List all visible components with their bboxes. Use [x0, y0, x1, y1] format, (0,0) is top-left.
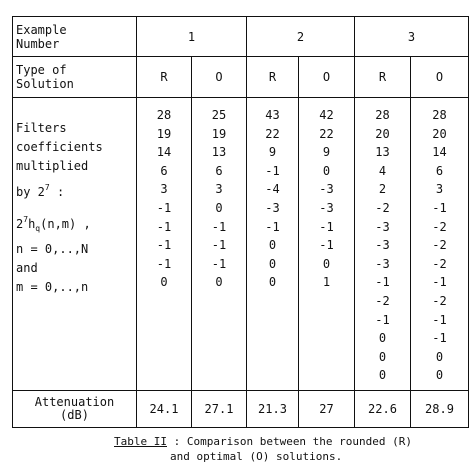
solution-type-cell: O: [299, 57, 355, 98]
coef-col-2R: [247, 98, 299, 391]
coefficient-value: -4: [265, 182, 280, 197]
coefficient-value: 28: [156, 108, 172, 122]
coef-col-1R: [137, 98, 192, 391]
coefficient-value: -1: [432, 331, 447, 346]
coefficient-value: 2: [378, 182, 387, 197]
solution-label-line2: Solution: [16, 77, 74, 91]
table-caption: [114, 434, 412, 464]
attenuation-label-line2: (dB): [60, 408, 89, 422]
attenuation-value: 27.1: [192, 391, 247, 428]
coefficient-value: -3: [319, 182, 334, 197]
coefficient-value: 19: [156, 126, 172, 141]
desc-line5-h: h: [28, 217, 36, 231]
attenuation-label-line1: Attenuation: [34, 395, 115, 409]
coefficient-value: -1: [156, 219, 172, 234]
coefficient-value: -1: [375, 275, 390, 290]
desc-line6: n = 0,..,N: [16, 242, 89, 256]
solution-label-line1: Type of: [16, 63, 67, 77]
attenuation-value: 22.6: [355, 391, 411, 428]
desc-line5: [16, 208, 136, 240]
coefficient-value: -1: [319, 219, 334, 234]
coefficient-value: 22: [265, 126, 280, 141]
coefficient-value: -3: [375, 238, 390, 253]
coefficient-value: 0: [322, 256, 331, 271]
coefficient-value: -1: [211, 238, 227, 253]
coefficient-value: 42: [319, 108, 334, 122]
example-label-line2: Number: [16, 36, 60, 51]
desc-line4-exponent: 7: [44, 183, 50, 192]
coefficient-value: 0: [378, 331, 387, 346]
example-2-header: 2: [247, 17, 355, 57]
coefficients-description: [13, 98, 137, 391]
example-label-line1: Example: [16, 22, 67, 37]
caption-text-2: and optimal (O) solutions.: [170, 450, 343, 463]
coefficient-value: 4: [378, 163, 387, 178]
example-number-row: [13, 17, 469, 57]
coefficient-value: 0: [378, 349, 387, 364]
coefficient-value: -1: [156, 200, 172, 215]
coefficient-value: 43: [265, 108, 280, 122]
coefficient-value: 13: [375, 145, 390, 160]
coefficient-value: 14: [432, 145, 447, 160]
solution-type-cell: O: [192, 57, 247, 98]
coefficient-value: 0: [322, 163, 331, 178]
example-3-header: 3: [355, 17, 469, 57]
coefficient-value: 14: [156, 145, 172, 160]
coefficient-value: -1: [156, 256, 172, 271]
coefficient-value: 0: [268, 256, 277, 271]
coefficient-value: 28: [432, 108, 447, 122]
coefficient-value: -1: [265, 219, 280, 234]
coef-col-3R: [355, 98, 411, 391]
coefficient-value: 0: [435, 349, 444, 364]
coefficient-value: -1: [211, 219, 227, 234]
coefficients-row: [13, 98, 469, 391]
desc-line3: multiplied: [16, 159, 89, 173]
coefficient-value: -1: [375, 312, 390, 327]
desc-line5-subscript: q: [35, 224, 41, 233]
caption-line1: [114, 434, 412, 449]
desc-line5-base: 2: [16, 217, 24, 231]
coefficient-value: 19: [211, 126, 227, 141]
coef-col-3O: [411, 98, 469, 391]
example-number-label: [13, 17, 137, 57]
coefficient-value: 25: [211, 108, 227, 122]
solution-type-cell: R: [247, 57, 299, 98]
caption-text-1: : Comparison between the rounded (R): [166, 435, 413, 448]
attenuation-value: 24.1: [137, 391, 192, 428]
coef-col-1O: [192, 98, 247, 391]
coefficient-value: 6: [215, 163, 223, 178]
coef-col-2O: [299, 98, 355, 391]
attenuation-label: [13, 391, 137, 428]
coefficient-value: -1: [432, 200, 447, 215]
coefficient-value: 13: [211, 145, 227, 160]
attenuation-row: [13, 391, 469, 428]
attenuation-value: 21.3: [247, 391, 299, 428]
coefficient-value: -3: [375, 219, 390, 234]
solution-type-row: [13, 57, 469, 98]
coefficient-value: 22: [319, 126, 334, 141]
desc-line8: m = 0,..,n: [16, 280, 89, 294]
coefficient-value: 0: [268, 275, 277, 290]
coefficient-value: 20: [432, 126, 447, 141]
desc-line2: coefficients: [16, 140, 103, 154]
coefficient-value: -3: [319, 200, 334, 215]
coefficient-value: 3: [435, 182, 444, 197]
solution-type-cell: R: [355, 57, 411, 98]
coefficient-value: 0: [268, 238, 277, 253]
coefficient-value: 3: [215, 182, 223, 197]
coefficient-value: -3: [265, 200, 280, 215]
desc-line5-args: (n,m) ,: [40, 217, 91, 231]
coefficient-value: -1: [211, 256, 227, 271]
coefficient-value: 6: [160, 163, 168, 178]
coefficient-value: -2: [432, 238, 447, 253]
solution-type-cell: R: [137, 57, 192, 98]
coefficient-value: 0: [378, 368, 387, 383]
solution-type-label: [13, 57, 137, 98]
coefficient-value: -2: [432, 293, 447, 308]
coefficient-value: -2: [375, 293, 390, 308]
coefficient-value: 0: [215, 275, 223, 290]
caption-label: Table II: [114, 435, 167, 448]
desc-line4: [16, 176, 136, 208]
coefficient-value: -2: [432, 219, 447, 234]
coefficient-value: -3: [375, 256, 390, 271]
coefficient-value: -2: [432, 256, 447, 271]
desc-line4-prefix: by 2: [16, 185, 45, 199]
comparison-table: [12, 16, 469, 428]
coefficient-value: 3: [160, 182, 168, 197]
coefficient-value: -1: [319, 238, 334, 253]
coefficient-value: -1: [156, 238, 172, 253]
coefficient-value: -1: [432, 275, 447, 290]
coefficient-value: 28: [375, 108, 390, 122]
coefficient-value: 1: [322, 275, 331, 290]
desc-line1: Filters: [16, 121, 67, 135]
coefficient-value: 9: [322, 145, 331, 160]
coefficient-value: 0: [160, 275, 168, 290]
coefficient-value: 6: [435, 163, 444, 178]
example-1-header: 1: [137, 17, 247, 57]
coefficient-value: -2: [375, 200, 390, 215]
attenuation-value: 27: [299, 391, 355, 428]
coefficient-value: -1: [265, 163, 280, 178]
desc-line4-suffix: :: [49, 185, 65, 199]
coefficient-value: 9: [268, 145, 277, 160]
coefficient-value: 0: [435, 368, 444, 383]
solution-type-cell: O: [411, 57, 469, 98]
coefficient-value: -1: [432, 312, 447, 327]
coefficient-value: 0: [215, 200, 223, 215]
attenuation-value: 28.9: [411, 391, 469, 428]
desc-line5-exponent: 7: [23, 215, 29, 224]
desc-line7: and: [16, 261, 38, 275]
coefficient-value: 20: [375, 126, 390, 141]
